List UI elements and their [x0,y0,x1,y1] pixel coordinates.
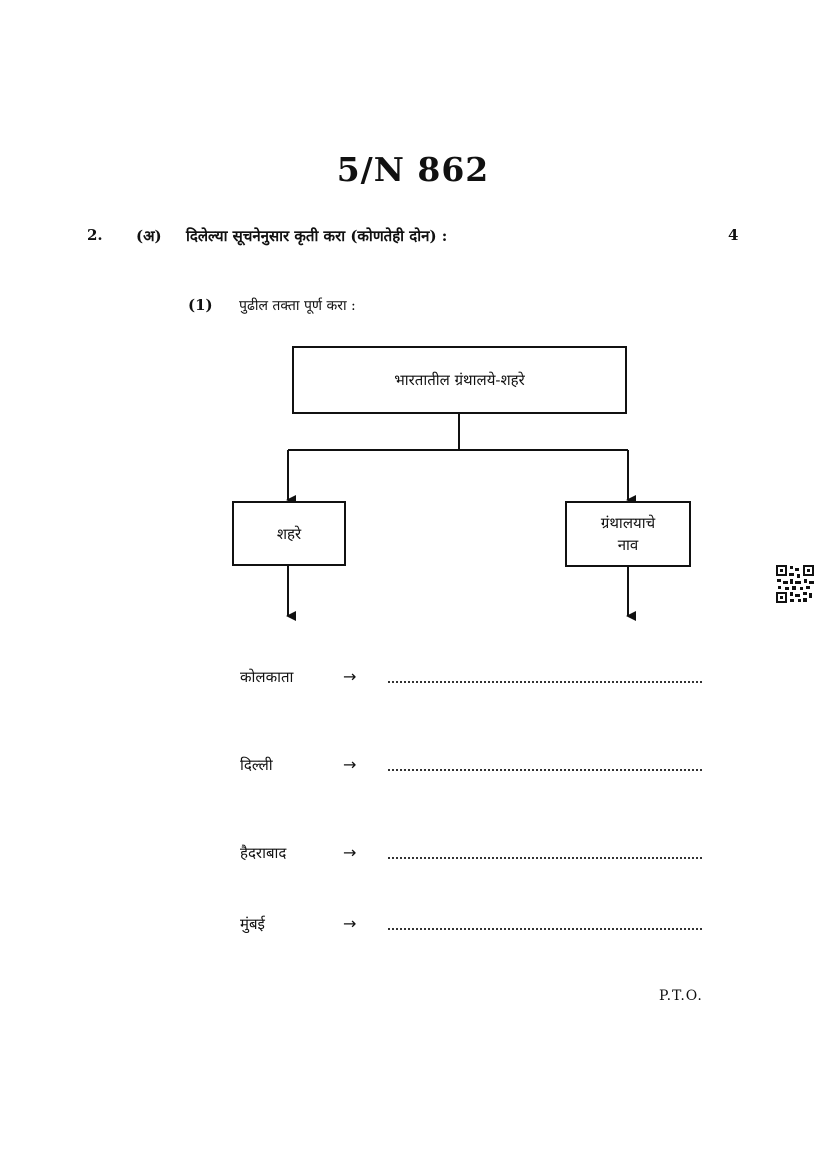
answer-blank-line[interactable] [388,769,702,771]
right-arrow-icon: → [343,667,357,686]
diagram-names-box-line2: नाव [617,536,639,554]
question-marks: 4 [728,226,739,244]
city-name: हैदराबाद [240,844,287,862]
paper-code: 5/N 862 [336,150,490,189]
diagram-cities-box-label: शहरे [276,524,302,543]
diagram-top-box-label: भारतातील ग्रंथालये-शहरे [394,371,525,389]
answer-row [240,667,710,693]
answer-blank-line[interactable] [388,681,702,683]
answer-row [240,755,710,781]
diagram-names-box-line1: ग्रंथालयाचे [600,514,656,532]
diagram-top-box [292,346,627,414]
diagram-cities-box [232,501,346,566]
answer-blank-line[interactable] [388,857,702,859]
right-arrow-icon: → [343,843,357,862]
right-arrow-icon: → [343,914,357,933]
answer-blank-line[interactable] [388,928,702,930]
qr-code-icon [775,564,815,604]
answer-row [240,914,710,940]
subquestion-instruction: पुढील तक्ता पूर्ण करा : [239,298,356,314]
subquestion-number: (1) [188,296,213,314]
city-name: मुंबई [240,915,265,933]
city-name: कोलकाता [240,668,294,686]
right-arrow-icon: → [343,755,357,774]
question-sub-label: (अ) [136,227,162,245]
diagram-library-names-box [565,501,691,567]
pto-label: P.T.O. [659,988,703,1004]
answer-row [240,843,710,869]
question-instruction: दिलेल्या सूचनेनुसार कृती करा (कोणतेही दोन) : [186,227,448,245]
question-number: 2. [87,226,103,244]
city-name: दिल्ली [240,756,273,774]
